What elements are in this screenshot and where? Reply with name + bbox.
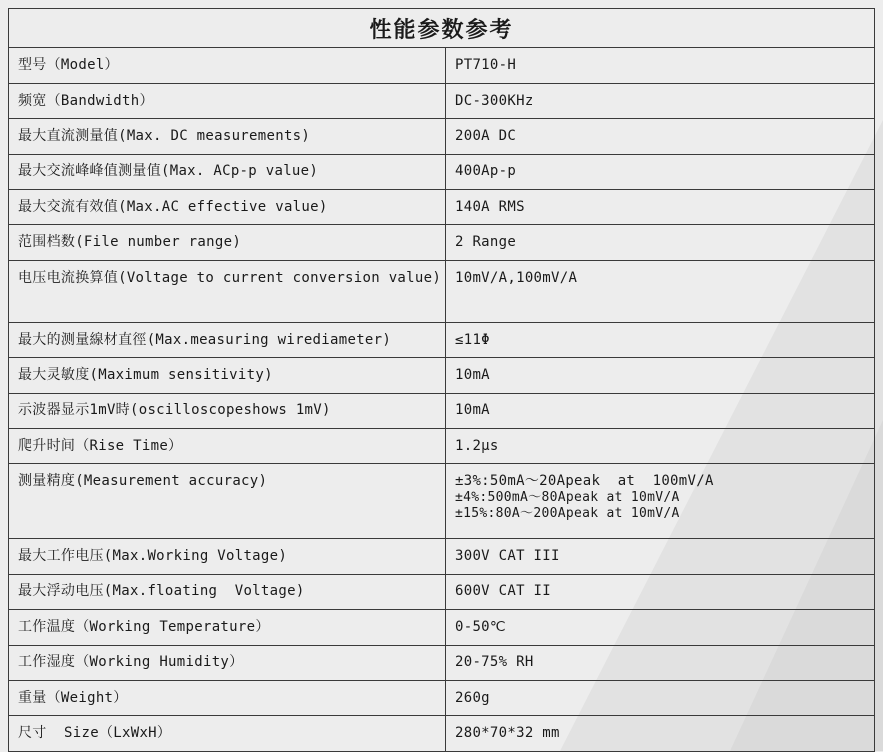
param-label: 频宽（Bandwidth）: [9, 83, 446, 118]
value-line: 140A RMS: [455, 198, 525, 215]
value-line: 260g: [455, 689, 490, 706]
value-line: ≤11Φ: [455, 331, 490, 348]
sheet-title: 性能参数参考: [9, 9, 874, 48]
param-value: [446, 610, 875, 645]
value-line: 600V CAT II: [455, 583, 552, 600]
param-label: 最大直流测量值(Max. DC measurements): [9, 119, 446, 154]
table-row: [9, 322, 874, 357]
value-line: 10mA: [455, 402, 490, 419]
param-value: [446, 260, 875, 322]
param-value: [446, 680, 875, 715]
table-row: [9, 260, 874, 322]
table-row: [9, 645, 874, 680]
value-line: 280*70*32 mm: [455, 725, 560, 742]
table-row: [9, 574, 874, 609]
table-row: [9, 119, 874, 154]
param-label: 最大工作电压(Max.Working Voltage): [9, 539, 446, 574]
spec-table: [9, 48, 874, 751]
value-line: 0-50℃: [455, 618, 506, 635]
value-line: 20-75% RH: [455, 654, 534, 671]
param-label: 范围档数(File number range): [9, 225, 446, 260]
value-line: ±3%:50mA～20Apeak at 100mV/A: [455, 473, 714, 490]
param-value: [446, 322, 875, 357]
value-line: PT710-H: [455, 56, 517, 73]
table-row: [9, 429, 874, 464]
param-value: [446, 393, 875, 428]
param-value: [446, 574, 875, 609]
param-value: [446, 119, 875, 154]
param-value: [446, 154, 875, 189]
table-row: [9, 393, 874, 428]
param-value: [446, 225, 875, 260]
table-row: [9, 225, 874, 260]
value-line: 10mV/A,100mV/A: [455, 269, 578, 286]
value-line: 10mA: [455, 366, 490, 383]
param-label: 工作温度（Working Temperature）: [9, 610, 446, 645]
param-label: 测量精度(Measurement accuracy): [9, 464, 446, 539]
param-value: [446, 83, 875, 118]
param-label: 最大交流峰峰值测量值(Max. ACp-p value): [9, 154, 446, 189]
param-label: 最大灵敏度(Maximum sensitivity): [9, 358, 446, 393]
param-label: 电压电流换算值(Voltage to current conversion value): [9, 260, 446, 322]
param-value: [446, 48, 875, 83]
param-label: 最大的测量線材直徑(Max.measuring wirediameter): [9, 322, 446, 357]
value-line: 300V CAT III: [455, 548, 560, 565]
param-label: 尺寸 Size（LxWxH）: [9, 716, 446, 751]
param-value: [446, 190, 875, 225]
value-line: 1.2μs: [455, 437, 499, 454]
param-value: [446, 645, 875, 680]
param-label: 型号（Model）: [9, 48, 446, 83]
param-value: [446, 429, 875, 464]
table-row: [9, 464, 874, 539]
spec-sheet: [8, 8, 875, 752]
param-label: 最大浮动电压(Max.floating Voltage): [9, 574, 446, 609]
param-value: [446, 539, 875, 574]
table-row: [9, 83, 874, 118]
table-row: [9, 680, 874, 715]
table-row: [9, 610, 874, 645]
table-row: [9, 358, 874, 393]
param-value: [446, 464, 875, 539]
table-row: [9, 190, 874, 225]
value-line: 200A DC: [455, 127, 517, 144]
value-line: ±4%:500mA～80Apeak at 10mV/A: [455, 490, 680, 506]
value-line: ±15%:80A～200Apeak at 10mV/A: [455, 506, 680, 522]
value-line: 400Ap-p: [455, 163, 517, 180]
param-value: [446, 716, 875, 751]
param-label: 最大交流有效值(Max.AC effective value): [9, 190, 446, 225]
value-line: 2 Range: [455, 234, 517, 251]
value-line: DC-300KHz: [455, 92, 534, 109]
table-row: [9, 48, 874, 83]
table-row: [9, 154, 874, 189]
table-row: [9, 716, 874, 751]
param-label: 重量（Weight）: [9, 680, 446, 715]
param-label: 示波器显示1mV時(oscilloscopeshows 1mV): [9, 393, 446, 428]
table-row: [9, 539, 874, 574]
param-label: 爬升时间（Rise Time）: [9, 429, 446, 464]
param-label: 工作湿度（Working Humidity）: [9, 645, 446, 680]
param-value: [446, 358, 875, 393]
